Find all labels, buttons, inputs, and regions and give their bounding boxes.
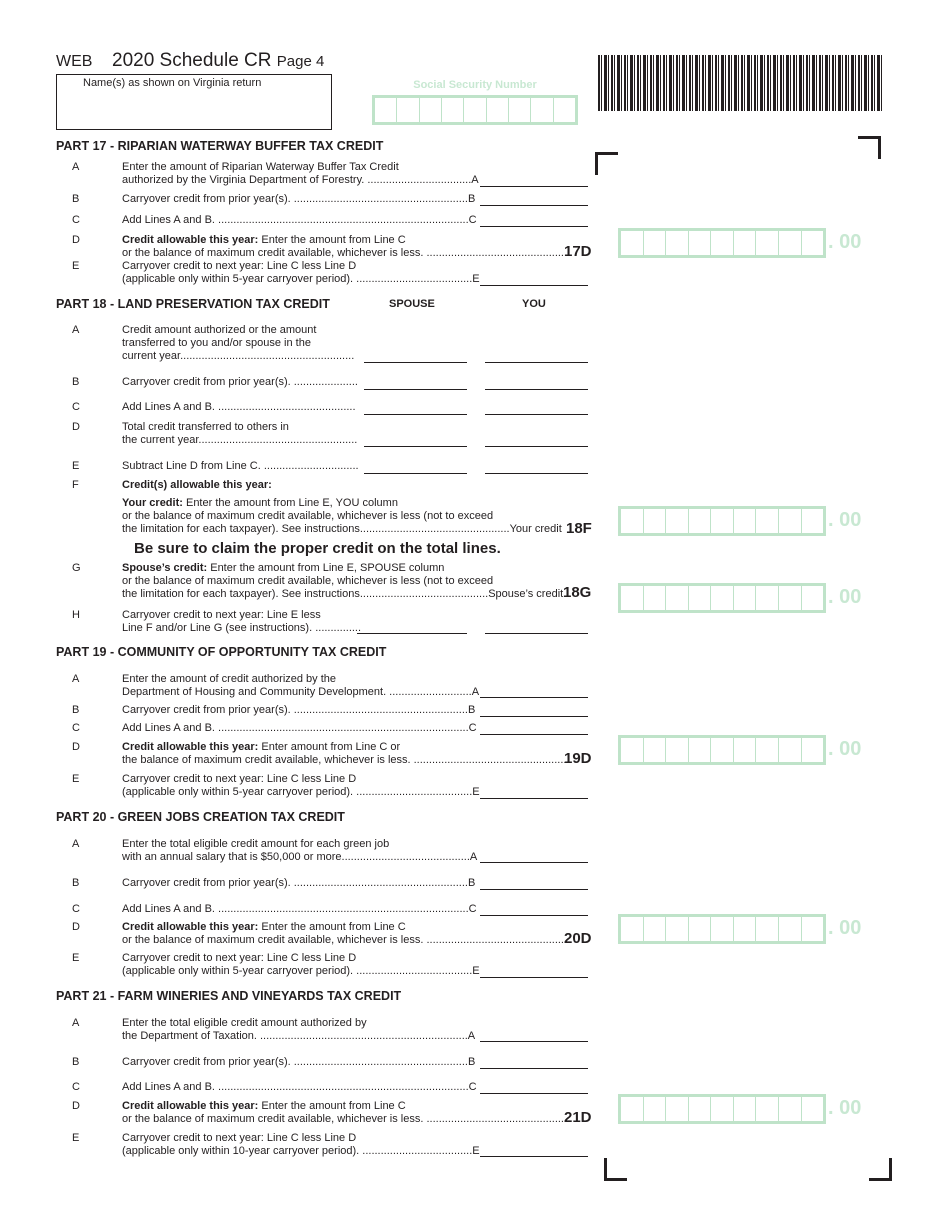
line-text: Line F and/or Line G (see instructions). ............... bbox=[122, 622, 362, 634]
line-text: or the balance of maximum credit available, whichever is less (not to exceed bbox=[122, 575, 494, 587]
line-text: or the balance of maximum credit available, whichever is less. ............................................. bbox=[122, 247, 564, 259]
amount-field-21d[interactable] bbox=[618, 1094, 826, 1124]
line-letter: D bbox=[72, 234, 80, 246]
line-label-bold: Credit allowable this year: bbox=[122, 1100, 259, 1112]
line-text: Add Lines A and B. ............................................. bbox=[122, 401, 356, 413]
line-text: the Department of Taxation. ....................................................................A bbox=[122, 1030, 476, 1042]
line-text: the balance of maximum credit available, whichever is less. .................................................. bbox=[122, 754, 567, 766]
line-letter: G bbox=[72, 562, 81, 574]
part20-heading: PART 20 - GREEN JOBS CREATION TAX CREDIT bbox=[56, 810, 345, 824]
line-label-bold: Credit allowable this year: bbox=[122, 741, 259, 753]
line-text: Credit amount authorized or the amount bbox=[122, 324, 317, 336]
line-text: Carryover credit from prior year(s). .........................................................B bbox=[122, 704, 476, 716]
notice-text: Be sure to claim the proper credit on the total lines. bbox=[134, 540, 501, 557]
cents-label: . 00 bbox=[828, 1097, 862, 1119]
part19-heading: PART 19 - COMMUNITY OF OPPORTUNITY TAX CREDIT bbox=[56, 645, 387, 659]
line-text: Carryover credit to next year: Line C less Line D bbox=[122, 952, 357, 964]
line-text: Subtract Line D from Line C. ............................... bbox=[122, 460, 359, 472]
part17-c-input[interactable] bbox=[480, 226, 588, 227]
line-text: Add Lines A and B. ..................................................................................C bbox=[122, 214, 477, 226]
line-letter: D bbox=[72, 1100, 80, 1112]
line-letter: E bbox=[72, 952, 80, 964]
line-letter: A bbox=[72, 838, 80, 850]
line-number-20d: 20D bbox=[564, 930, 592, 947]
name-field-label: Name(s) as shown on Virginia return bbox=[83, 77, 262, 89]
amount-field-17d[interactable] bbox=[618, 228, 826, 258]
line-letter: B bbox=[72, 1056, 80, 1068]
line-text: the limitation for each taxpayer). See instructions..........................................Spouse’s credit bbox=[122, 588, 564, 600]
line-number-18g: 18G bbox=[563, 584, 592, 601]
line-text: (applicable only within 5-year carryover period). ......................................E bbox=[122, 273, 480, 285]
name-field[interactable] bbox=[56, 74, 332, 130]
amount-field-18f[interactable] bbox=[618, 506, 826, 536]
part20-c-input[interactable] bbox=[480, 915, 588, 916]
line-text: or the balance of maximum credit available, whichever is less. ............................................. bbox=[122, 1113, 564, 1125]
part19-c-input[interactable] bbox=[480, 734, 588, 735]
part18-a-spouse-input[interactable] bbox=[364, 362, 467, 363]
line-text: transferred to you and/or spouse in the bbox=[122, 337, 311, 349]
line-text: Enter the amount from Line C bbox=[258, 234, 406, 246]
line-letter: C bbox=[72, 903, 80, 915]
line-text: (applicable only within 5-year carryover period). ......................................E bbox=[122, 786, 480, 798]
form-id: WEB bbox=[56, 53, 93, 70]
part18-h-spouse-input[interactable] bbox=[357, 633, 467, 634]
line-letter: C bbox=[72, 214, 80, 226]
line-text: Add Lines A and B. ..................................................................................C bbox=[122, 1081, 477, 1093]
line-text: authorized by the Virginia Department of Forestry. ..................................A bbox=[122, 174, 479, 186]
line-label-bold: Your credit: bbox=[122, 497, 183, 509]
line-text: Add Lines A and B. ..................................................................................C bbox=[122, 903, 477, 915]
part18-a-you-input[interactable] bbox=[485, 362, 588, 363]
line-label-bold: Credit allowable this year: bbox=[122, 921, 259, 933]
line-text: the limitation for each taxpayer). See instructions.................................................Your credit bbox=[122, 523, 562, 535]
amount-field-18g[interactable] bbox=[618, 583, 826, 613]
part21-a-input[interactable] bbox=[480, 1041, 588, 1042]
part17-b-input[interactable] bbox=[480, 205, 588, 206]
line-text: Carryover credit from prior year(s). .........................................................B bbox=[122, 877, 476, 889]
part18-c-spouse-input[interactable] bbox=[364, 414, 467, 415]
crop-mark-bottom-right bbox=[869, 1158, 892, 1181]
cents-label: . 00 bbox=[828, 509, 862, 531]
line-letter: D bbox=[72, 921, 80, 933]
line-number-18f: 18F bbox=[566, 520, 592, 537]
line-letter: A bbox=[72, 324, 80, 336]
part21-c-input[interactable] bbox=[480, 1093, 588, 1094]
line-text: Total credit transferred to others in bbox=[122, 421, 289, 433]
line-text: Enter the amount of Riparian Waterway Buffer Tax Credit bbox=[122, 161, 399, 173]
barcode bbox=[598, 55, 882, 111]
line-letter: E bbox=[72, 1132, 80, 1144]
line-letter: A bbox=[72, 1017, 80, 1029]
part18-d-spouse-input[interactable] bbox=[364, 446, 467, 447]
line-letter: A bbox=[72, 161, 80, 173]
cents-label: . 00 bbox=[828, 917, 862, 939]
line-text: Enter the total eligible credit amount for each green job bbox=[122, 838, 390, 850]
page-title bbox=[112, 50, 324, 72]
cents-label: . 00 bbox=[828, 586, 862, 608]
part18-b-spouse-input[interactable] bbox=[364, 389, 467, 390]
line-letter: H bbox=[72, 609, 80, 621]
line-text: Carryover credit from prior year(s). .........................................................B bbox=[122, 1056, 476, 1068]
line-text: Carryover credit to next year: Line C less Line D bbox=[122, 260, 357, 272]
line-label-bold: Credit(s) allowable this year: bbox=[122, 479, 272, 491]
part21-heading: PART 21 - FARM WINERIES AND VINEYARDS TAX CREDIT bbox=[56, 989, 402, 1003]
line-text: Carryover credit to next year: Line C less Line D bbox=[122, 773, 357, 785]
line-label-bold: Spouse’s credit: bbox=[122, 562, 208, 574]
ssn-label: Social Security Number bbox=[413, 79, 537, 91]
line-text: Enter the total eligible credit amount authorized by bbox=[122, 1017, 367, 1029]
line-text: Enter the amount from Line E, YOU column bbox=[182, 497, 398, 509]
amount-field-19d[interactable] bbox=[618, 735, 826, 765]
line-letter: F bbox=[72, 479, 79, 491]
part21-b-input[interactable] bbox=[480, 1068, 588, 1069]
line-text: or the balance of maximum credit available, whichever is less (not to exceed bbox=[122, 510, 494, 522]
ssn-field[interactable] bbox=[372, 95, 578, 125]
cents-label: . 00 bbox=[828, 231, 862, 253]
part18-heading: PART 18 - LAND PRESERVATION TAX CREDIT bbox=[56, 297, 330, 311]
line-text: the current year.................................................... bbox=[122, 434, 358, 446]
line-text: Enter amount from Line C or bbox=[258, 741, 401, 753]
line-text: Add Lines A and B. ..................................................................................C bbox=[122, 722, 477, 734]
crop-mark-top-right bbox=[858, 136, 881, 159]
line-number-17d: 17D bbox=[564, 243, 592, 260]
line-letter: A bbox=[72, 673, 80, 685]
part19-b-input[interactable] bbox=[480, 716, 588, 717]
crop-mark-bottom-left bbox=[604, 1158, 627, 1181]
line-text: Carryover credit to next year: Line C less Line D bbox=[122, 1132, 357, 1144]
part17-a-input[interactable] bbox=[480, 186, 588, 187]
line-letter: C bbox=[72, 722, 80, 734]
line-text: Carryover credit from prior year(s). .........................................................B bbox=[122, 193, 476, 205]
line-text: Enter the amount of credit authorized by the bbox=[122, 673, 337, 685]
line-text: (applicable only within 5-year carryover period). ......................................E bbox=[122, 965, 480, 977]
line-text: current year......................................................... bbox=[122, 350, 355, 362]
part19-a-input[interactable] bbox=[480, 697, 588, 698]
part18-e-you-input[interactable] bbox=[485, 473, 588, 474]
line-text: Enter the amount from Line C bbox=[258, 921, 406, 933]
line-letter: B bbox=[72, 193, 80, 205]
part20-a-input[interactable] bbox=[480, 862, 588, 863]
line-number-19d: 19D bbox=[564, 750, 592, 767]
line-text: Enter the amount from Line C bbox=[258, 1100, 406, 1112]
line-letter: E bbox=[72, 260, 80, 272]
part17-heading: PART 17 - RIPARIAN WATERWAY BUFFER TAX CREDIT bbox=[56, 139, 384, 153]
line-text: or the balance of maximum credit available, whichever is less. ............................................. bbox=[122, 934, 564, 946]
line-text: Department of Housing and Community Development. ...........................A bbox=[122, 686, 480, 698]
line-label-bold: Credit allowable this year: bbox=[122, 234, 259, 246]
line-number-21d: 21D bbox=[564, 1109, 592, 1126]
part18-b-you-input[interactable] bbox=[485, 389, 588, 390]
line-text: (applicable only within 10-year carryover period). ....................................E bbox=[122, 1145, 480, 1157]
part21-e-input[interactable] bbox=[480, 1156, 588, 1157]
part18-e-spouse-input[interactable] bbox=[364, 473, 467, 474]
line-letter: C bbox=[72, 401, 80, 413]
cents-label: . 00 bbox=[828, 738, 862, 760]
amount-field-20d[interactable] bbox=[618, 914, 826, 944]
line-letter: C bbox=[72, 1081, 80, 1093]
part19-e-input[interactable] bbox=[480, 798, 588, 799]
part20-b-input[interactable] bbox=[480, 889, 588, 890]
line-letter: E bbox=[72, 773, 80, 785]
line-text: Carryover credit to next year: Line E less bbox=[122, 609, 321, 621]
form-title: 2020 Schedule CR bbox=[112, 50, 272, 71]
line-letter: B bbox=[72, 877, 80, 889]
page-number: Page 4 bbox=[276, 53, 325, 70]
line-text: Carryover credit from prior year(s). ..................... bbox=[122, 376, 358, 388]
line-letter: B bbox=[72, 704, 80, 716]
part17-e-input[interactable] bbox=[480, 285, 588, 286]
part18-d-you-input[interactable] bbox=[485, 446, 588, 447]
part18-h-you-input[interactable] bbox=[485, 633, 588, 634]
line-text: Enter the amount from Line E, SPOUSE column bbox=[207, 562, 445, 574]
line-letter: B bbox=[72, 376, 80, 388]
part18-c-you-input[interactable] bbox=[485, 414, 588, 415]
line-text: with an annual salary that is $50,000 or more..........................................A bbox=[122, 851, 478, 863]
line-letter: D bbox=[72, 421, 80, 433]
you-column-header: YOU bbox=[522, 298, 546, 310]
line-letter: E bbox=[72, 460, 80, 472]
crop-mark-top-left bbox=[595, 152, 618, 175]
part20-e-input[interactable] bbox=[480, 977, 588, 978]
line-letter: D bbox=[72, 741, 80, 753]
spouse-column-header: SPOUSE bbox=[389, 298, 435, 310]
